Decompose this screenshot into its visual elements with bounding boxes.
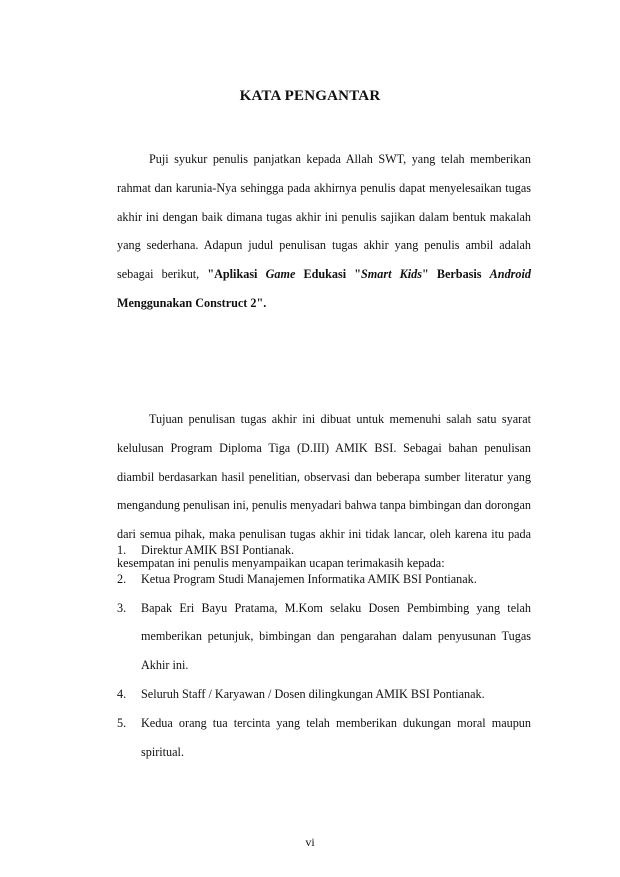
paragraph-intro bbox=[117, 145, 531, 318]
list-item: 5. Kedua orang tua tercinta yang telah memberikan dukungan moral maupun spiritual. bbox=[117, 715, 531, 759]
list-item: 1. Direktur AMIK BSI Pontianak. bbox=[117, 543, 295, 557]
page-number: vi bbox=[305, 835, 315, 849]
acknowledgement-list bbox=[117, 536, 531, 766]
page-title: KATA PENGANTAR bbox=[239, 88, 381, 104]
list-item: 4. Seluruh Staff / Karyawan / Dosen dilingkungan AMIK BSI Pontianak. bbox=[117, 686, 485, 701]
list-item: 3. Bapak Eri Bayu Pratama, M.Kom selaku Dosen Pembimbing yang telah memberikan petunjuk, bimbingan dan pengarahan dalam penyusunan Tugas Akhir ini. bbox=[117, 600, 531, 673]
intro-text: Puji syukur penulis panjatkan kepada Allah SWT, yang telah memberikan rahmat dan karunia-Nya sehingga pada akhirnya penulis dapat menyelesaikan tugas akhir ini dengan baik dimana tugas akhir ini penulis sajikan dalam bentuk makalah yang sederhana. Adapun judul penulisan tugas akhir yang penulis ambil adalah sebagai berikut, bbox=[117, 152, 531, 282]
list-item: 2. Ketua Program Studi Manajemen Informatika AMIK BSI Pontianak. bbox=[117, 571, 477, 586]
paragraph-purpose: Tujuan penulisan tugas akhir ini dibuat untuk memenuhi salah satu syarat kelulusan Program Diploma Tiga (D.III) AMIK BSI. Sebagai bahan penulisan diambil berdasarkan hasil penelitian, observasi dan beberapa sumber literatur yang mengandung penulisan ini, penulis menyadari bahwa tanpa bimbingan dan dorongan dari semua pihak, maka penulisan tugas akhir ini tidak lancar, oleh karena itu pada kesempatan ini penulis menyampaikan ucapan terimakasih kepada: bbox=[117, 412, 531, 570]
app-title: "Aplikasi Game Edukasi "Smart Kids" Berbasis Android Menggunakan Construct 2". bbox=[117, 267, 531, 310]
